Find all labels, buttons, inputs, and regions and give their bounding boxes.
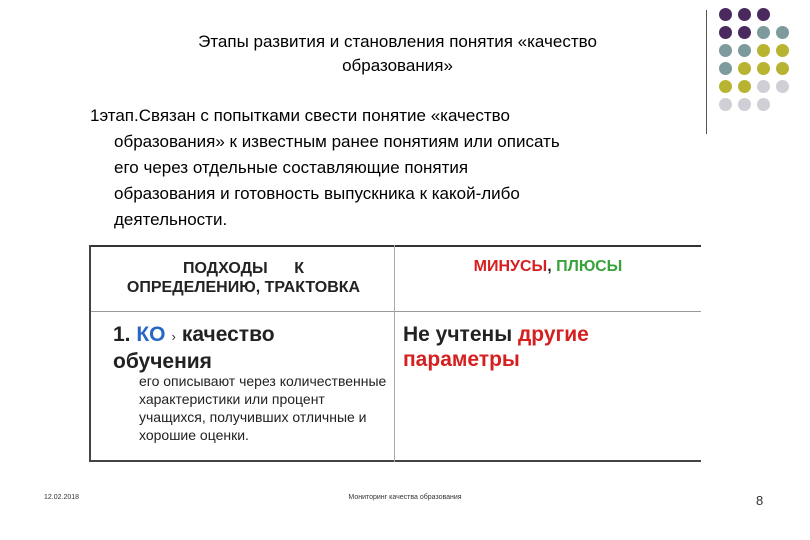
approach-item bbox=[113, 322, 393, 374]
slide-title bbox=[120, 30, 675, 78]
slide-title-line1: Этапы развития и становления понятия «качество bbox=[198, 32, 597, 51]
decor-dot bbox=[776, 44, 789, 57]
decor-dot bbox=[719, 62, 732, 75]
stage-line-3: его через отдельные составляющие понятия bbox=[114, 158, 469, 177]
decor-dot bbox=[738, 62, 751, 75]
arrow-icon: › bbox=[171, 329, 176, 344]
approach-text1: качество bbox=[181, 323, 275, 346]
table-border-left bbox=[89, 245, 91, 462]
decor-dot bbox=[757, 44, 770, 57]
table-border-bottom bbox=[89, 460, 701, 462]
approach-number: 1. bbox=[113, 323, 137, 346]
decor-dot bbox=[757, 62, 770, 75]
stage-line-2: образования» к известным ранее понятиям или описать bbox=[114, 132, 560, 151]
table-border-middle bbox=[89, 311, 701, 312]
decor-dot bbox=[738, 26, 751, 39]
approach-text2: обучения bbox=[113, 350, 212, 373]
decor-dot bbox=[719, 80, 732, 93]
approach-ko: КО bbox=[136, 323, 166, 346]
slide-title-line2: образования» bbox=[342, 56, 453, 75]
stage-line-5: деятельности. bbox=[114, 210, 228, 229]
header-pros-cons bbox=[395, 258, 701, 276]
approaches-table bbox=[89, 245, 701, 462]
header-approaches-line2: ОПРЕДЕЛЕНИЮ, ТРАКТОВКА bbox=[126, 279, 361, 296]
header-minuses: МИНУСЫ bbox=[473, 258, 548, 275]
page-number: 8 bbox=[756, 493, 764, 508]
table-border-top bbox=[89, 245, 701, 247]
decor-dot bbox=[738, 8, 751, 21]
minus-text3: параметры bbox=[403, 348, 520, 371]
decor-dot bbox=[757, 8, 770, 21]
table-border-center bbox=[394, 245, 395, 462]
decor-dot bbox=[776, 62, 789, 75]
footer-date: 12.02.2018 bbox=[44, 494, 80, 501]
title-divider bbox=[706, 10, 707, 134]
decor-dot bbox=[719, 26, 732, 39]
minus-text2: другие bbox=[517, 323, 589, 346]
decor-dot bbox=[738, 80, 751, 93]
header-separator: , bbox=[547, 258, 557, 275]
stage-line-4: образования и готовность выпускника к какой-либо bbox=[114, 184, 520, 203]
header-approaches-line1: ПОДХОДЫ К bbox=[182, 260, 305, 277]
decor-dot bbox=[757, 26, 770, 39]
approach-description: его описывают через количественные характеристики или процент учащихся, получивших отличные и хорошие оценки. bbox=[139, 373, 387, 443]
footer-title: Мониторинг качества образования bbox=[348, 494, 462, 501]
header-pluses: ПЛЮСЫ bbox=[556, 258, 623, 275]
minus-item bbox=[403, 322, 693, 372]
decorative-dots bbox=[719, 8, 803, 120]
decor-dot bbox=[776, 26, 789, 39]
decor-dot bbox=[719, 8, 732, 21]
stage-description bbox=[90, 103, 700, 233]
decor-dot bbox=[738, 44, 751, 57]
decor-dot bbox=[776, 80, 789, 93]
stage-line-1: 1этап.Связан с попытками свести понятие «качество bbox=[90, 106, 510, 125]
decor-dot bbox=[719, 98, 732, 111]
decor-dot bbox=[757, 80, 770, 93]
header-approaches bbox=[101, 259, 386, 297]
decor-dot bbox=[719, 44, 732, 57]
decor-dot bbox=[738, 98, 751, 111]
decor-dot bbox=[757, 98, 770, 111]
minus-text1: Не учтены bbox=[403, 323, 518, 346]
